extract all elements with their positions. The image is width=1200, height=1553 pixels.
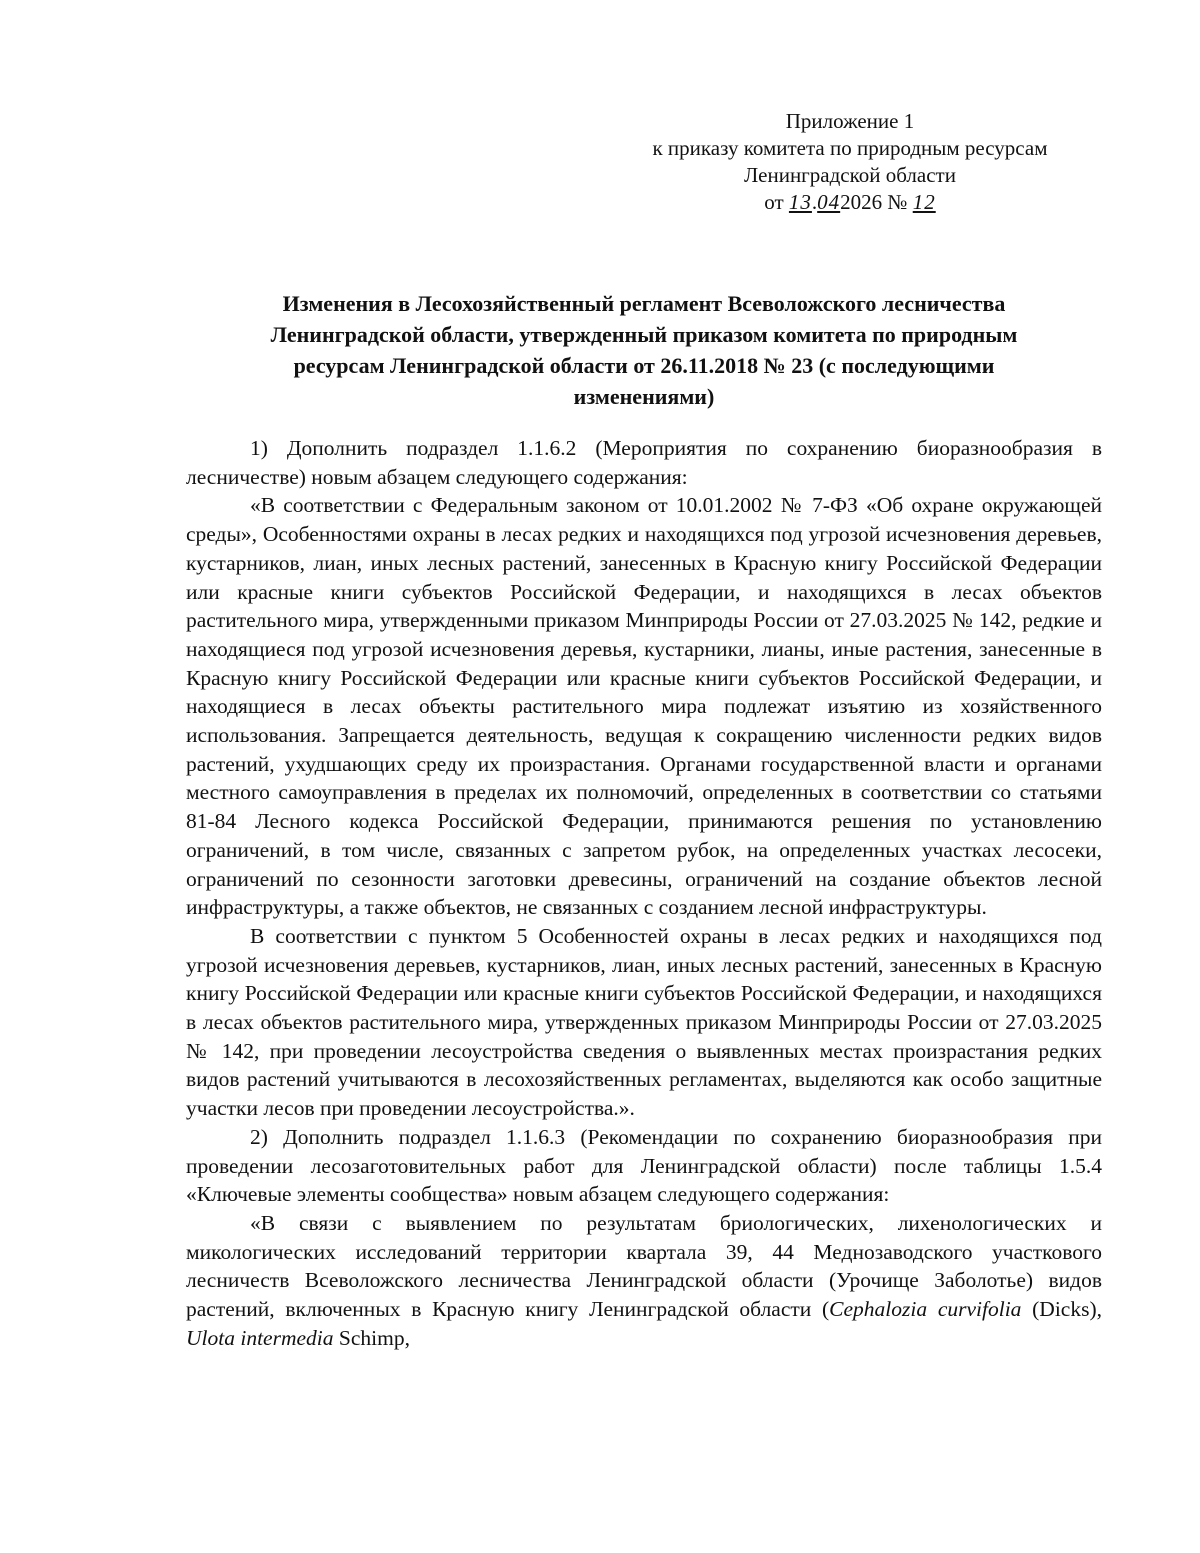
paragraph-quote-species [186,1209,1102,1353]
title-line: Изменения в Лесохозяйственный регламент Всеволожского лесничества [282,291,1006,316]
title-line: Ленинградской области, утвержденный приказом комитета по природным [270,322,1018,347]
title-line: изменениями) [573,384,715,409]
paragraph-item-2: 2) Дополнить подраздел 1.1.6.3 (Рекомендации по сохранению биоразнообразия при проведении лесозаготовительных работ для Ленинградской области) после таблицы 1.5.4 «Ключевые элементы сообщества» новым абзацем следующего содержания: [186,1124,1102,1207]
appendix-header [600,108,1100,216]
paragraph-clause-5: В соответствии с пунктом 5 Особенностей охраны в лесах редких и находящихся под угрозой исчезновения деревьев, кустарников, лиан, иных лесных растений, занесенных в Красную книгу Российской Федерации или красные книги субъектов Российской Федерации, и находящихся в лесах объектов растительного мира, утвержденных приказом Минприроды России от 27.03.2025 № 142, при проведении лесоустройства сведения о выявленных местах произрастания редких видов растений учитываются в лесохозяйственных регламентах, выделяются как особо защитные участки лесов при проведении лесоустройства.». [186,923,1102,1121]
order-date-line: от 13.042026 № 12 [764,190,936,214]
title-line: ресурсам Ленинградской области от 26.11.2018 № 23 (с последующими [293,353,995,378]
date-month: 04 [817,190,841,214]
document-title [186,288,1102,412]
species-author: Schimp, [333,1325,410,1350]
number-sign: № [887,190,908,214]
paragraph-item-1: 1) Дополнить подраздел 1.1.6.2 (Мероприятия по сохранению биоразнообразия в лесничестве) новым абзацем следующего содержания: [186,436,1102,489]
appendix-label: Приложение 1 [785,109,915,133]
order-number: 12 [912,190,936,214]
paragraph-quote-biodiversity: «В соответствии с Федеральным законом от 10.01.2002 № 7-ФЗ «Об охране окружающей среды», Особенностями охраны в лесах редких и находящихся под угрозой исчезновения деревьев, кустарников, лиан, иных лесных растений, занесенных в Красную книгу Российской Федерации или красные книги субъектов Российской Федерации, и находящихся в лесах объектов растительного мира, утвержденными приказом Минприроды России от 27.03.2025 № 142, редкие и находящиеся под угрозой исчезновения деревья, кустарники, лианы, иные растения, занесенные в Красную книгу Российской Федерации или красные книги субъектов Российской Федерации, и находящиеся в лесах объекты растительного мира подлежат изъятию из хозяйственного использования. Запрещается деятельность, ведущая к сокращению численности редких видов растений, ухудшающих среду их произрастания. Органами государственной власти и органами местного самоуправления в пределах их полномочий, определенных в соответствии со статьями 81-84 Лесного кодекса Российской Федерации, принимаются решения по установлению ограничений, в том числе, связанных с запретом рубок, на определенных участках лесосеки, ограничений по сезонности заготовки древесины, ограничений на создание объектов лесной инфраструктуры, а также объектов, не связанных с созданием лесной инфраструктуры. [186,493,1102,920]
species-name: Ulota intermedia [186,1325,334,1350]
order-reference: к приказу комитета по природным ресурсам [652,136,1048,160]
document-body [186,434,1102,1353]
date-prefix: от [764,190,784,214]
date-year: 2026 [840,190,883,214]
date-day: 13 [788,190,812,214]
region-name: Ленинградской области [744,163,956,187]
species-author: (Dicks), [1021,1297,1103,1322]
species-name: Cephalozia curvifolia [829,1297,1022,1322]
species-intro-text: «В связи с выявлением по результатам бриологических, лихенологических и микологических исследований территории квартала 39, 44 Меднозаводского участкового лесничеств Всеволожского лесничества Ленинградской области (Урочище Заболотье) видов растений, включенных в Красную книгу Ленинградской области ( [186,1210,1102,1322]
